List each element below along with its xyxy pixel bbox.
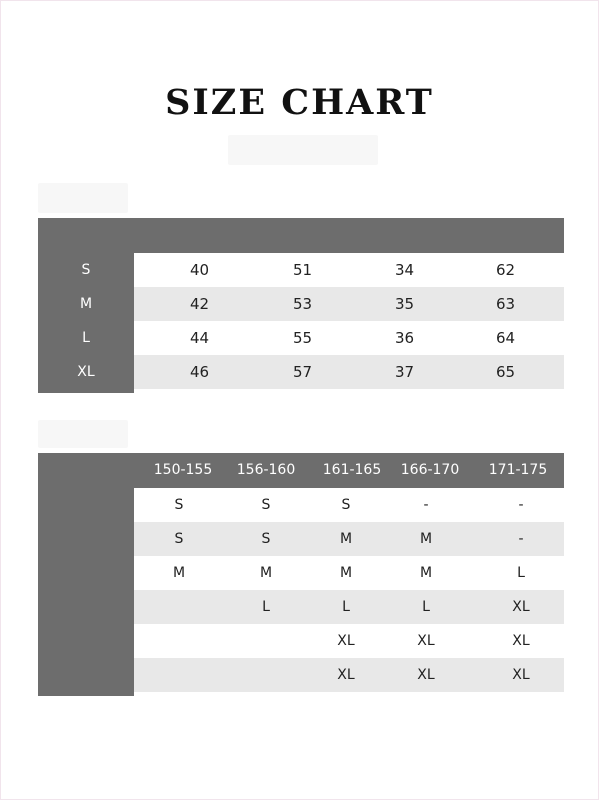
table-row <box>134 590 564 624</box>
table-cell: 55 <box>293 329 313 347</box>
table-row <box>134 253 564 287</box>
table-row <box>134 287 564 321</box>
table-cell: 34 <box>395 261 415 279</box>
table-cell: XL <box>337 667 355 683</box>
table-cell: 46 <box>190 363 210 381</box>
faint-mark <box>228 135 378 165</box>
table-row <box>134 556 564 590</box>
table-cell: XL <box>512 599 530 615</box>
size-label: M <box>79 296 93 312</box>
table-cell: 37 <box>395 363 415 381</box>
table-cell: XL <box>512 667 530 683</box>
table-cell: 35 <box>395 295 415 313</box>
table-cell: L <box>517 565 525 581</box>
size-label: L <box>82 330 90 346</box>
table-row <box>134 321 564 355</box>
table-cell: S <box>261 497 271 513</box>
table-cell <box>159 590 199 624</box>
table-cell: M <box>419 531 433 547</box>
table-cell: L <box>342 599 350 615</box>
faint-mark <box>38 420 128 448</box>
table-cell: 40 <box>190 261 210 279</box>
table-cell: 51 <box>293 261 313 279</box>
table-cell: XL <box>337 633 355 649</box>
faint-mark <box>38 183 128 213</box>
column-header: 171-175 <box>488 462 548 478</box>
size-recommendation-table <box>38 453 564 696</box>
measurement-table <box>38 218 564 393</box>
table-cell: S <box>174 531 184 547</box>
table-cell: - <box>518 497 524 513</box>
table-cell <box>246 624 286 658</box>
table-cell: M <box>339 565 353 581</box>
column-header: 166-170 <box>400 462 460 478</box>
size-label: XL <box>77 364 95 380</box>
page-title: SIZE CHART <box>165 82 434 123</box>
table-cell: S <box>261 531 271 547</box>
table-cell: S <box>174 497 184 513</box>
table-cell: 53 <box>293 295 313 313</box>
column-header: 161-165 <box>322 462 382 478</box>
table-cell <box>159 624 199 658</box>
table-cell: XL <box>417 667 435 683</box>
size-recommendation-table-header <box>38 453 564 488</box>
table-cell: 42 <box>190 295 210 313</box>
table-cell: 65 <box>496 363 516 381</box>
table-cell: 63 <box>496 295 516 313</box>
table-row <box>134 355 564 389</box>
column-header: 150-155 <box>153 462 213 478</box>
table-cell: - <box>518 531 524 547</box>
measurement-table-header <box>38 218 564 253</box>
table-cell: 36 <box>395 329 415 347</box>
table-cell: 62 <box>496 261 516 279</box>
size-recommendation-table-side-column <box>38 488 134 696</box>
table-cell: 57 <box>293 363 313 381</box>
table-cell <box>159 658 199 692</box>
table-cell: 44 <box>190 329 210 347</box>
table-cell: XL <box>512 633 530 649</box>
table-cell: L <box>262 599 270 615</box>
table-row <box>134 488 564 522</box>
table-row <box>134 522 564 556</box>
column-header: 156-160 <box>236 462 296 478</box>
table-cell: - <box>423 497 429 513</box>
table-cell: L <box>422 599 430 615</box>
table-row <box>134 658 564 692</box>
table-cell: M <box>259 565 273 581</box>
table-cell: S <box>341 497 351 513</box>
table-cell: 64 <box>496 329 516 347</box>
table-cell: M <box>339 531 353 547</box>
table-row <box>134 624 564 658</box>
table-cell: XL <box>417 633 435 649</box>
table-cell: M <box>419 565 433 581</box>
table-cell <box>246 658 286 692</box>
table-cell: M <box>172 565 186 581</box>
size-label: S <box>81 262 91 278</box>
